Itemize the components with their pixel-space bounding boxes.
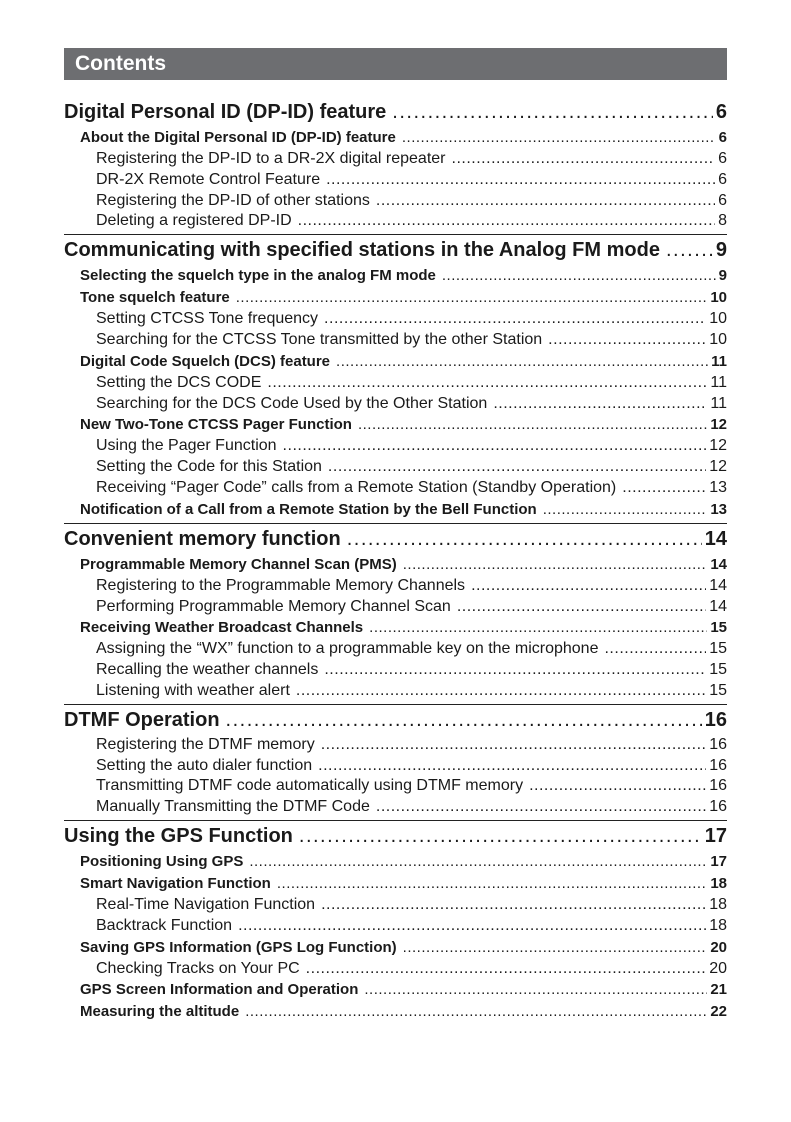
toc-subsection-entry[interactable]	[64, 191, 727, 212]
toc-subsection-entry[interactable]	[64, 660, 727, 681]
toc-subsection-entry[interactable]	[64, 895, 727, 916]
toc-dot-leader	[529, 776, 706, 797]
toc-entry-page: 18	[709, 916, 727, 934]
toc-dot-leader	[296, 681, 706, 702]
toc-entry-title: Receiving Weather Broadcast Channels	[80, 619, 364, 637]
toc-entry-page: 15	[710, 619, 727, 637]
toc-entry-page: 12	[710, 416, 727, 434]
toc-entry-title: Convenient memory function	[64, 527, 341, 550]
toc-entry-page: 21	[710, 981, 727, 999]
toc-subsection-entry[interactable]	[64, 597, 727, 618]
toc-entry-page: 9	[715, 239, 727, 262]
toc-entry-page: 11	[710, 373, 727, 391]
toc-dot-leader	[392, 97, 713, 127]
toc-entry-page: 8	[718, 212, 727, 230]
toc-dot-leader	[324, 660, 706, 681]
toc-entry-page: 17	[704, 824, 727, 847]
toc-entry-page: 9	[718, 267, 727, 285]
toc-entry-title: Tone squelch feature	[80, 289, 230, 307]
toc-entry-title: Digital Personal ID (DP-ID) feature	[64, 101, 387, 123]
toc-dot-leader	[402, 127, 716, 149]
toc-entry-title: Using the Pager Function	[96, 437, 277, 455]
toc-entry-page: 6	[718, 129, 727, 146]
toc-entry-page: 11	[711, 352, 727, 370]
toc-entry-title: Real-Time Navigation Function	[96, 895, 316, 913]
toc-entry-page: 16	[709, 735, 727, 753]
toc-entry-title: Selecting the squelch type in the analog FM mode	[80, 267, 436, 285]
toc-subsection-entry[interactable]	[64, 373, 727, 394]
toc-entry-title: Setting the auto dialer function	[96, 756, 313, 774]
toc-entry-page: 6	[718, 170, 727, 188]
toc-entry-title: Measuring the altitude	[80, 1003, 240, 1021]
toc-dot-leader	[336, 351, 708, 373]
toc-dot-leader	[369, 617, 707, 639]
toc-entry-page: 15	[709, 640, 727, 658]
toc-entry-page: 16	[709, 756, 727, 774]
toc-subsection-entry[interactable]	[64, 959, 727, 980]
toc-subsection-entry[interactable]	[64, 330, 727, 351]
toc-subsection-entry[interactable]	[64, 478, 727, 499]
toc-entry-page: 12	[709, 437, 727, 455]
toc-entry-title: GPS Screen Information and Operation	[80, 981, 359, 999]
toc-entry-title: Registering to the Programmable Memory Channels	[96, 576, 466, 594]
toc-entry-page: 18	[709, 895, 727, 913]
toc-dot-leader	[471, 576, 706, 597]
toc-dot-leader	[267, 373, 707, 394]
toc-entry-page: 15	[709, 681, 727, 699]
toc-dot-leader	[236, 287, 708, 309]
toc-entry-page: 10	[709, 330, 727, 348]
toc-entry-title: Smart Navigation Function	[80, 874, 271, 892]
toc-entry-title: New Two-Tone CTCSS Pager Function	[80, 416, 352, 434]
toc-entry-title: Assigning the “WX” function to a programmable key on the microphone	[96, 640, 599, 658]
toc-dot-leader	[403, 937, 708, 959]
toc-subsection-entry[interactable]	[64, 394, 727, 415]
toc-entry-title: DTMF Operation	[64, 708, 220, 731]
contents-header-bar	[64, 48, 727, 80]
table-of-contents	[64, 95, 727, 1023]
toc-chapter-entry[interactable]	[64, 234, 727, 265]
toc-dot-leader	[604, 639, 706, 660]
toc-entry-title: Registering the DP-ID to a DR-2X digital repeater	[96, 150, 446, 167]
toc-subsection-entry[interactable]	[64, 170, 727, 191]
toc-entry-page: 18	[710, 874, 727, 892]
toc-chapter-entry[interactable]	[64, 523, 727, 554]
toc-entry-title: Notification of a Call from a Remote Station by the Bell Function	[80, 500, 537, 518]
toc-dot-leader	[347, 524, 702, 554]
toc-entry-page: 16	[709, 798, 727, 816]
toc-entry-page: 14	[709, 597, 727, 615]
toc-entry-title: Searching for the DCS Code Used by the Other Station	[96, 394, 488, 412]
toc-dot-leader	[306, 959, 707, 980]
toc-entry-page: 6	[718, 150, 727, 167]
toc-subsection-entry[interactable]	[64, 735, 727, 756]
toc-entry-title: Transmitting DTMF code automatically using DTMF memory	[96, 777, 524, 795]
toc-entry-page: 6	[718, 191, 727, 209]
toc-dot-leader	[318, 756, 706, 777]
toc-dot-leader	[245, 1001, 707, 1023]
toc-dot-leader	[283, 436, 707, 457]
toc-subsection-entry[interactable]	[64, 756, 727, 777]
toc-entry-title: Receiving “Pager Code” calls from a Remote Station (Standby Operation)	[96, 478, 617, 496]
toc-entry-page: 20	[710, 938, 727, 956]
toc-entry-title: Programmable Memory Channel Scan (PMS)	[80, 555, 397, 573]
toc-section-entry[interactable]	[64, 127, 727, 149]
toc-subsection-entry[interactable]	[64, 457, 727, 478]
toc-subsection-entry[interactable]	[64, 916, 727, 937]
toc-dot-leader	[457, 597, 706, 618]
toc-dot-leader	[299, 821, 702, 851]
toc-entry-title: Backtrack Function	[96, 916, 233, 934]
toc-entry-page: 11	[710, 394, 727, 412]
toc-dot-leader	[364, 979, 707, 1001]
toc-entry-page: 20	[709, 959, 727, 977]
toc-dot-leader	[543, 499, 708, 521]
toc-dot-leader	[548, 330, 706, 351]
toc-dot-leader	[298, 211, 715, 232]
toc-dot-leader	[326, 170, 715, 191]
toc-section-entry[interactable]	[64, 554, 727, 576]
toc-entry-title: Communicating with specified stations in the Analog FM mode	[64, 239, 660, 262]
toc-entry-page: 14	[704, 527, 727, 550]
toc-section-entry[interactable]	[64, 499, 727, 521]
toc-subsection-entry[interactable]	[64, 681, 727, 702]
toc-subsection-entry[interactable]	[64, 639, 727, 660]
toc-entry-page: 10	[710, 289, 727, 307]
toc-entry-title: Digital Code Squelch (DCS) feature	[80, 352, 331, 370]
toc-dot-leader	[277, 873, 707, 895]
toc-entry-page: 10	[709, 310, 727, 328]
toc-entry-title: Performing Programmable Memory Channel Scan	[96, 597, 451, 615]
toc-entry-page: 13	[709, 478, 727, 496]
toc-entry-page: 13	[710, 500, 727, 518]
toc-dot-leader	[321, 895, 706, 916]
toc-subsection-entry[interactable]	[64, 149, 727, 170]
toc-entry-page: 17	[710, 852, 727, 870]
toc-entry-page: 16	[709, 777, 727, 795]
toc-entry-page: 6	[715, 101, 727, 123]
toc-chapter-entry[interactable]	[64, 704, 727, 735]
toc-entry-page: 22	[710, 1003, 727, 1021]
toc-subsection-entry[interactable]	[64, 211, 727, 232]
toc-section-entry[interactable]	[64, 937, 727, 959]
toc-dot-leader	[321, 735, 706, 756]
toc-dot-leader	[328, 457, 706, 478]
toc-dot-leader	[249, 851, 707, 873]
toc-section-entry[interactable]	[64, 979, 727, 1001]
toc-dot-leader	[666, 235, 713, 265]
toc-chapter-entry[interactable]	[64, 820, 727, 851]
toc-entry-page: 15	[709, 661, 727, 679]
toc-entry-title: Deleting a registered DP-ID	[96, 212, 292, 230]
toc-section-entry[interactable]	[64, 617, 727, 639]
toc-subsection-entry[interactable]	[64, 309, 727, 330]
toc-subsection-entry[interactable]	[64, 436, 727, 457]
toc-entry-title: Setting CTCSS Tone frequency	[96, 310, 319, 328]
toc-section-entry[interactable]	[64, 287, 727, 309]
toc-entry-title: Using the GPS Function	[64, 824, 293, 847]
toc-section-entry[interactable]	[64, 351, 727, 373]
toc-entry-title: Listening with weather alert	[96, 681, 290, 699]
toc-entry-title: DR-2X Remote Control Feature	[96, 170, 321, 188]
toc-entry-title: Setting the DCS CODE	[96, 373, 262, 391]
toc-section-entry[interactable]	[64, 873, 727, 895]
toc-dot-leader	[226, 705, 702, 735]
toc-entry-title: Recalling the weather channels	[96, 661, 319, 679]
toc-subsection-entry[interactable]	[64, 776, 727, 797]
toc-dot-leader	[376, 797, 706, 818]
toc-entry-page: 14	[709, 576, 727, 594]
toc-section-entry[interactable]	[64, 414, 727, 436]
toc-entry-title: About the Digital Personal ID (DP-ID) feature	[80, 129, 396, 146]
toc-section-entry[interactable]	[64, 851, 727, 873]
toc-section-entry[interactable]	[64, 265, 727, 287]
toc-entry-title: Registering the DP-ID of other stations	[96, 191, 370, 209]
toc-entry-title: Setting the Code for this Station	[96, 458, 322, 476]
toc-entry-page: 12	[709, 458, 727, 476]
toc-dot-leader	[493, 394, 707, 415]
toc-entry-page: 14	[710, 555, 727, 573]
toc-chapter-entry[interactable]	[64, 97, 727, 127]
toc-dot-leader	[376, 191, 715, 212]
toc-dot-leader	[324, 309, 706, 330]
toc-entry-title: Checking Tracks on Your PC	[96, 959, 300, 977]
toc-entry-page: 16	[704, 708, 727, 731]
toc-entry-title: Searching for the CTCSS Tone transmitted by the other Station	[96, 330, 543, 348]
toc-dot-leader	[403, 554, 708, 576]
toc-section-entry[interactable]	[64, 1001, 727, 1023]
toc-entry-title: Saving GPS Information (GPS Log Function)	[80, 938, 397, 956]
toc-dot-leader	[238, 916, 706, 937]
toc-subsection-entry[interactable]	[64, 576, 727, 597]
toc-entry-title: Manually Transmitting the DTMF Code	[96, 798, 370, 816]
toc-entry-title: Positioning Using GPS	[80, 852, 244, 870]
toc-dot-leader	[442, 265, 716, 287]
toc-dot-leader	[622, 478, 706, 499]
toc-subsection-entry[interactable]	[64, 797, 727, 818]
toc-entry-title: Registering the DTMF memory	[96, 735, 315, 753]
contents-title: Contents	[75, 52, 166, 75]
toc-dot-leader	[358, 414, 707, 436]
toc-dot-leader	[452, 149, 716, 170]
